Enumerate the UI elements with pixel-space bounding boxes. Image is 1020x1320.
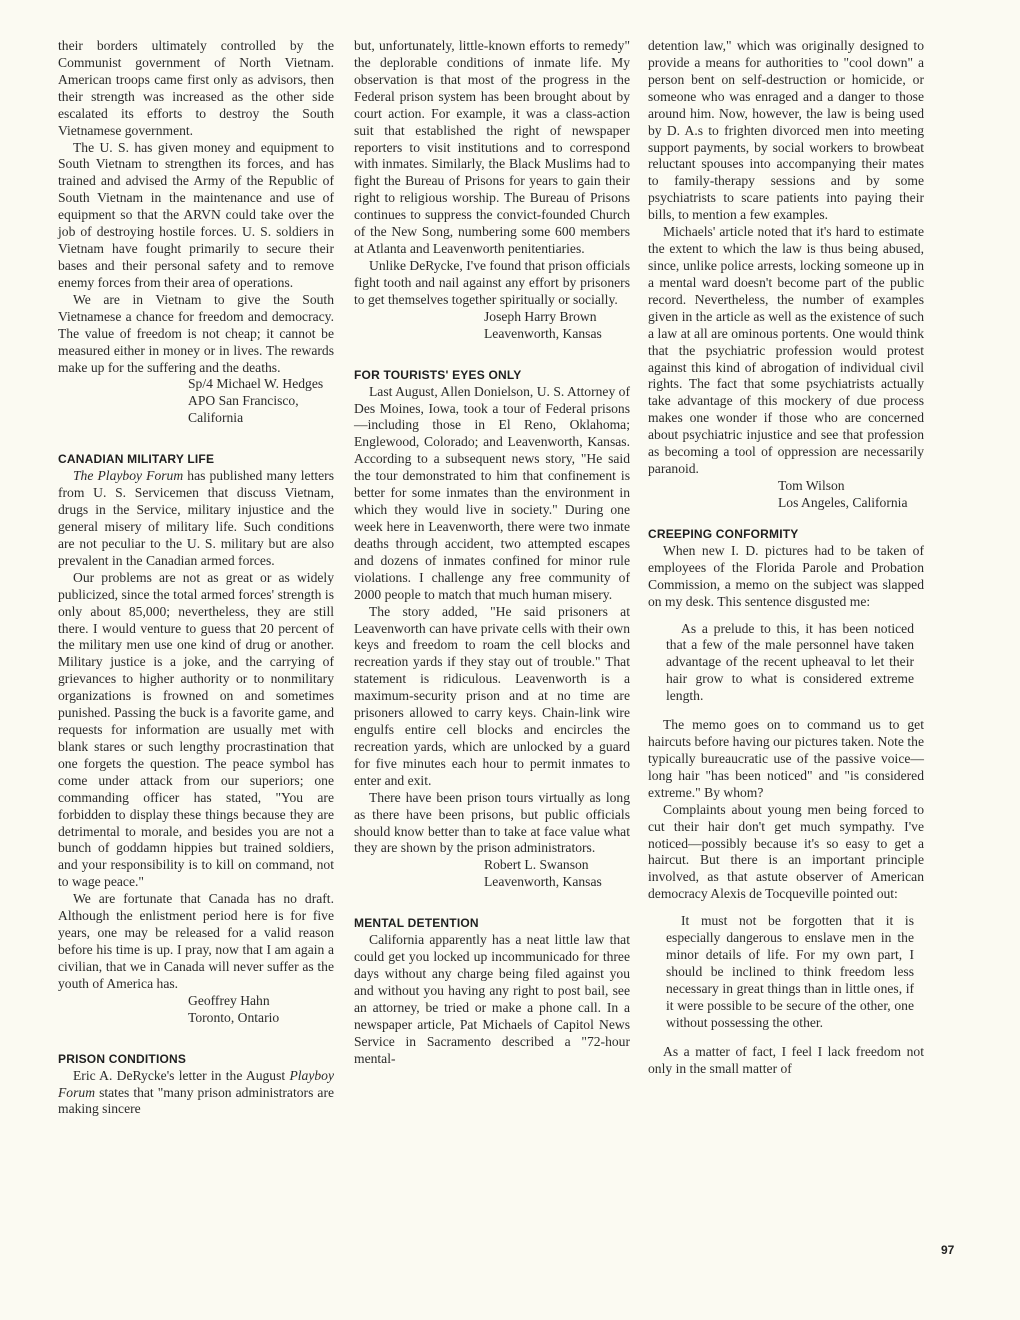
publication-title: Playboy Forum (58, 1067, 334, 1100)
paragraph-text: has published many letters from U. S. Servicemen that discuss Vietnam, drugs in the Service, military injustice and the general misery of military life. Such conditions are not peculiar to the U. S. military but are also prevalent in the Canadian armed forces. (58, 468, 334, 568)
signature-place: Los Angeles, California (778, 494, 908, 510)
paragraph: The story added, "He said prisoners at Leavenworth can have private cells with their own keys and freedom to roam the cell blocks and recreation yards if they stay out of trouble." That statement is ridiculous. Leavenworth is a maximum-security prison and at no time are prisoners allowed to carry keys. Chain-link wire engulfs entire cell blocks and encircles the recreation yards, which are unlocked by a guard for five minutes each hour to permit inmates to enter and exit. (354, 603, 630, 788)
letter-signature (354, 857, 630, 891)
page-number: 97 (941, 1243, 955, 1257)
block-quote (666, 913, 914, 1031)
section-heading: FOR TOURISTS' EYES ONLY (354, 367, 522, 382)
paragraph: Last August, Allen Donielson, U. S. Attorney of Des Moines, Iowa, took a tour of Federal prisons—including those in El Reno, Oklahoma; Englewood, Colorado; and Leavenworth, Kansas. According to a subsequent news story, "He said the tour demonstrated to him that confinement is better for some inmates than the environment in which they would live in society." During one week here in Leavenworth, there were two inmate deaths through accident, two attempted escapes and dozens of inmates confined for minor rule violations. I challenge any free community of 2000 people to match that much human misery. (354, 383, 630, 602)
signature-name: Tom Wilson (778, 477, 845, 493)
paragraph: Our problems are not as great or as widely publicized, since the total armed forces' strength is only about 85,000; nevertheless, they are still there. I would venture to guess that 20 percent of the military men use one kind of drug or another. Military justice is a joke, and the carrying of grievances to higher authority or to nonmilitary organizations is frowned on and sometimes punished. Passing the buck is a favorite game, and requests for information are usually met with blank stares or such lengthy procrastination that one forgets the question. The peace symbol has come under attack from our superiors; one commanding officer has stated, "You are forbidden to display these things because they are detrimental to morale, and besides you are not a bunch of goddamn hippies but trained soldiers, and your responsibility is to kill on command, not to wage peace." (58, 569, 334, 890)
publication-title: The Playboy Forum (73, 468, 184, 484)
paragraph: their borders ultimately controlled by the Communist government of North Vietnam. American troops came first only as advisors, then their strength was increased as the other side escalated its efforts to destroy the South Vietnamese government. (58, 38, 334, 138)
column-3 (648, 38, 924, 1078)
paragraph: There have been prison tours virtually as long as there have been prisons, but public officials should know better than to take at face value what they are shown by the prison administrators. (354, 789, 630, 856)
signature-name: Sp/4 Michael W. Hedges (188, 376, 324, 392)
paragraph (58, 1068, 334, 1119)
column-1 (58, 38, 334, 1118)
block-quote (666, 621, 914, 706)
paragraph (58, 468, 334, 570)
paragraph-text: states that "many prison administrators are making sincere (58, 1084, 334, 1117)
paragraph: As a matter of fact, I feel I lack freedom not only in the small matter of (648, 1043, 924, 1076)
section-heading: CREEPING CONFORMITY (648, 526, 799, 541)
paragraph-text: Eric A. DeRycke's letter in the August (73, 1067, 290, 1083)
signature-place: APO San Francisco, California (188, 393, 299, 426)
section-heading: MENTAL DETENTION (354, 916, 479, 931)
column-2 (354, 38, 630, 1068)
signature-place: Leavenworth, Kansas (484, 874, 602, 890)
signature-name: Geoffrey Hahn (188, 992, 270, 1008)
paragraph: The memo goes on to command us to get haircuts before having our pictures taken. Note the typically bureaucratic use of the passive voice—long hair "has been noticed" and "is considered extreme." By whom? (648, 717, 924, 800)
letter-signature (354, 309, 630, 343)
paragraph: The U. S. has given money and equipment to South Vietnam to strengthen its forces, and has trained and advised the Army of the Republic of South Vietnam in the maintenance and use of equipment so that the ARVN could take over the job of destroying hostile forces. U. S. soldiers in Vietnam have fought primarily to secure their bases and their personal safety and to remove enemy forces from their area of operations. (58, 139, 334, 290)
paragraph: but, unfortunately, little-known efforts to remedy" the deplorable conditions of inmate life. My observation is that most of the progress in the Federal prison system has been brought about by court action. For example, it was a class-action suit that established the right of newspaper reporters to visit institutions and to correspond with inmates. Similarly, the Black Muslims had to fight the Bureau of Prisons for years to gain their right to religious worship. The Bureau of Prisons continues to suppress the convict-founded Church of the New Song, numbering some 600 members at Atlanta and Leavenworth penitentiaries. (354, 38, 630, 257)
quote-text: As a prelude to this, it has been noticed that a few of the male personnel have taken advantage of the recent upheaval to let their hair grow to what is considered extreme length. (666, 620, 914, 704)
paragraph: detention law," which was originally designed to provide a means for authorities to "cool down" a person bent on self-destruction or homicide, or someone who was enraged and a danger to those around him. Now, however, the law is being used by D. A.s to frighten divorced men into meeting support payments, by social workers to browbeat reluctant spouses into accompanying their mates to family-therapy sessions and by some psychiatrists to scare patients into paying their bills, to mention a few examples. (648, 38, 924, 223)
paragraph: We are fortunate that Canada has no draft. Although the enlistment period here is for five years, one may be released for a valid reason before his time is up. I pray, now that I am again a civilian, that we in Canada will never suffer as the youth of America has. (58, 891, 334, 991)
signature-place: Toronto, Ontario (188, 1009, 280, 1025)
paragraph: Michaels' article noted that it's hard to estimate the extent to which the law is thus being abused, since, unlike police arrests, locking someone up in a mental ward doesn't become part of the public record. Nevertheless, the number of examples given in the article as well as the existence of such a law at all are ominous portents. One would think that the psychiatric profession would protest against this kind of abrogation of individual civil rights. The fact that some psychiatrists actually take advantage of this mockery of due process makes one wonder if those who are concerned about psychiatric injustice and see that profession as becoming a tool of oppression are necessarily paranoid. (648, 224, 924, 477)
quote-text: It must not be forgotten that it is especially dangerous to enslave men in the minor details of life. For my own part, I should be inclined to think freedom less necessary in great things than in little ones, if it were possible to be secure of the other, one without possessing the other. (666, 913, 914, 1030)
signature-place: Leavenworth, Kansas (484, 325, 602, 341)
letter-signature (58, 376, 334, 427)
paragraph: When new I. D. pictures had to be taken of employees of the Florida Parole and Probation Commission, a memo on the subject was slapped on my desk. This sentence disgusted me: (648, 542, 924, 609)
paragraph: We are in Vietnam to give the South Vietnamese a chance for freedom and democracy. The value of freedom is not cheap; it cannot be measured either in money or in lives. The rewards make up for the suffering and the deaths. (58, 291, 334, 375)
letter-signature (648, 478, 924, 512)
section-heading: PRISON CONDITIONS (58, 1051, 187, 1066)
paragraph: Unlike DeRycke, I've found that prison officials fight tooth and nail against any effort by prisoners to get themselves together spiritually or socially. (354, 257, 631, 307)
paragraph: California apparently has a neat little law that could get you locked up incommunicado for three days without any charge being filed against you and without you having any right to post bail, see an attorney, be tried or make a phone call. In a newspaper article, Pat Michaels of Capitol News Service in Sacramento described a "72-hour mental- (354, 932, 630, 1066)
signature-name: Joseph Harry Brown (484, 308, 597, 324)
paragraph: Complaints about young men being forced to cut their hair don't get much sympathy. I've noticed—possibly because it's so easy to get a haircut. But there is an important principle involved, as that astute observer of American democracy Alexis de Tocqueville pointed out: (648, 801, 924, 902)
letter-signature (58, 993, 334, 1027)
section-heading: CANADIAN MILITARY LIFE (58, 452, 215, 467)
signature-name: Robert L. Swanson (484, 857, 589, 873)
